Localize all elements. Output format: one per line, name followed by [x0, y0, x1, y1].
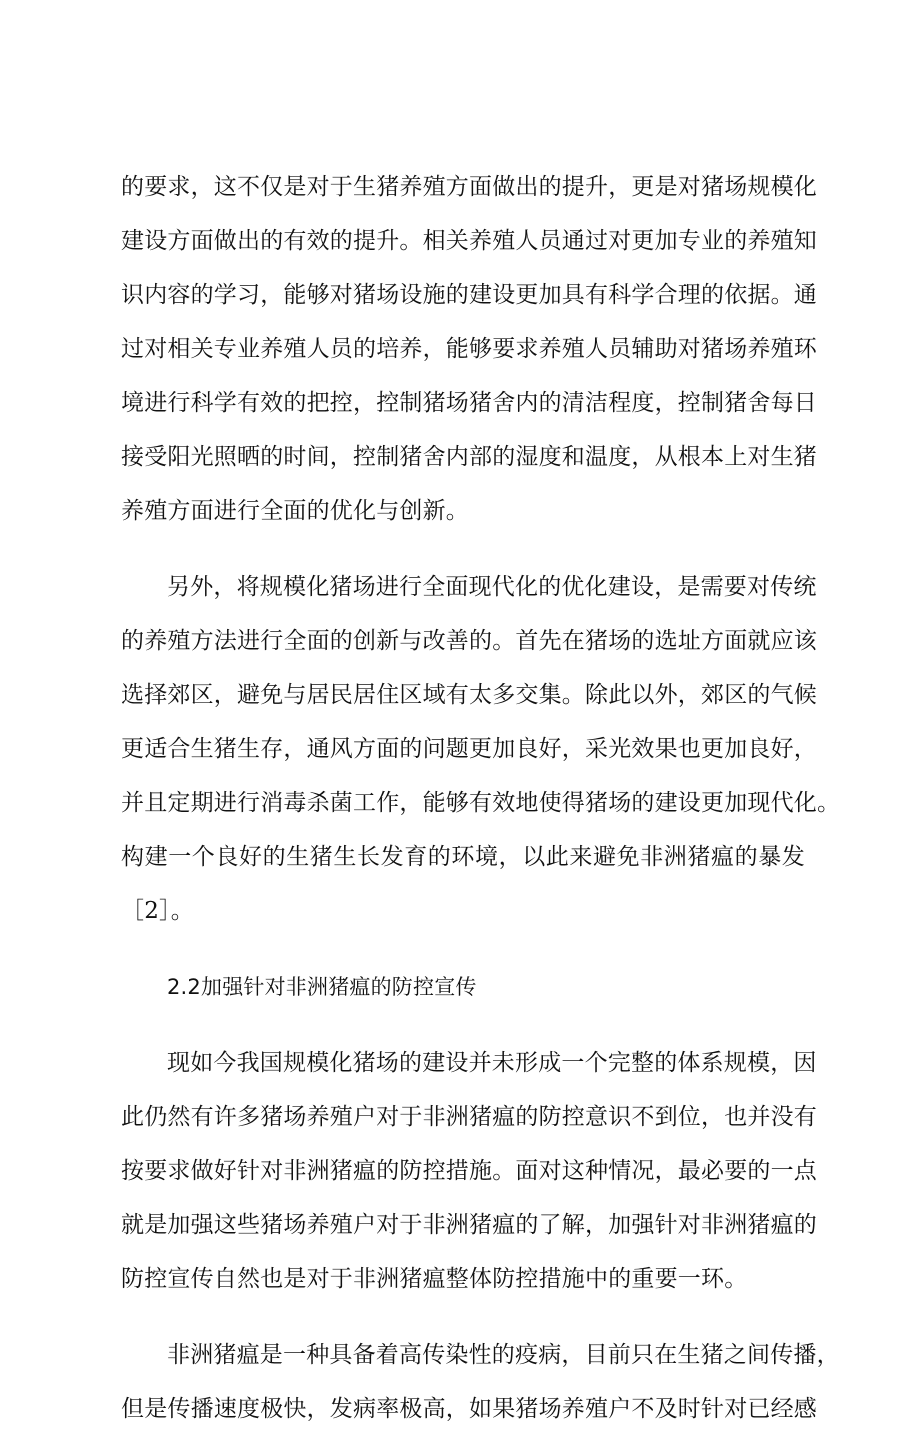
section-heading: 2.2加强针对非洲猪瘟的防控宣传	[167, 975, 477, 999]
text-line: 的要求，这不仅是对于生猪养殖方面做出的提升，更是对猪场规模化	[121, 174, 817, 200]
paragraph	[121, 564, 841, 942]
text-line: 按要求做好针对非洲猪瘟的防控措施。面对这种情况，最必要的一点	[121, 1158, 817, 1184]
text-line: 防控宣传自然也是对于非洲猪瘟整体防控措施中的重要一环。	[121, 1266, 748, 1292]
paragraph-gap	[121, 1018, 805, 1040]
text-line: 境进行科学有效的把控，控制猪场猪舍内的清洁程度，控制猪舍每日	[121, 390, 817, 416]
text-line: 此仍然有许多猪场养殖户对于非洲猪瘟的防控意识不到位，也并没有	[121, 1104, 817, 1130]
paragraph-gap	[121, 542, 805, 564]
text-line: 就是加强这些猪场养殖户对于非洲猪瘟的了解，加强针对非洲猪瘟的	[121, 1212, 817, 1238]
paragraph	[121, 1332, 840, 1440]
text-line: 但是传播速度极快，发病率极高，如果猪场养殖户不及时针对已经感	[121, 1396, 817, 1422]
text-line: 过对相关专业养殖人员的培养，能够要求养殖人员辅助对猪场养殖环	[121, 336, 817, 362]
text-line: 养殖方面进行全面的优化与创新。	[121, 498, 469, 524]
paragraph-gap	[121, 942, 805, 964]
document-body	[121, 164, 841, 1440]
text-line: 现如今我国规模化猪场的建设并未形成一个完整的体系规模，因	[167, 1050, 817, 1076]
text-line: 非洲猪瘟是一种具备着高传染性的疫病，目前只在生猪之间传播，	[167, 1342, 840, 1368]
text-line: 另外，将规模化猪场进行全面现代化的优化建设，是需要对传统	[167, 574, 817, 600]
text-line: 选择郊区，避免与居民居住区域有太多交集。除此以外，郊区的气候	[121, 682, 817, 708]
text-line: 的养殖方法进行全面的创新与改善的。首先在猪场的选址方面就应该	[121, 628, 817, 654]
text-line: ［2］。	[121, 898, 194, 924]
paragraph	[121, 1040, 817, 1310]
paragraph-gap	[121, 1310, 805, 1332]
text-line: 识内容的学习，能够对猪场设施的建设更加具有科学合理的依据。通	[121, 282, 817, 308]
text-line: 并且定期进行消毒杀菌工作，能够有效地使得猪场的建设更加现代化。	[121, 790, 841, 816]
text-line: 建设方面做出的有效的提升。相关养殖人员通过对更加专业的养殖知	[121, 228, 817, 254]
text-line: 接受阳光照晒的时间，控制猪舍内部的湿度和温度，从根本上对生猪	[121, 444, 817, 470]
text-line: 更适合生猪生存，通风方面的问题更加良好，采光效果也更加良好，	[121, 736, 817, 762]
text-line: 构建一个良好的生猪生长发育的环境，以此来避免非洲猪瘟的暴发	[121, 844, 805, 870]
paragraph	[121, 164, 817, 542]
